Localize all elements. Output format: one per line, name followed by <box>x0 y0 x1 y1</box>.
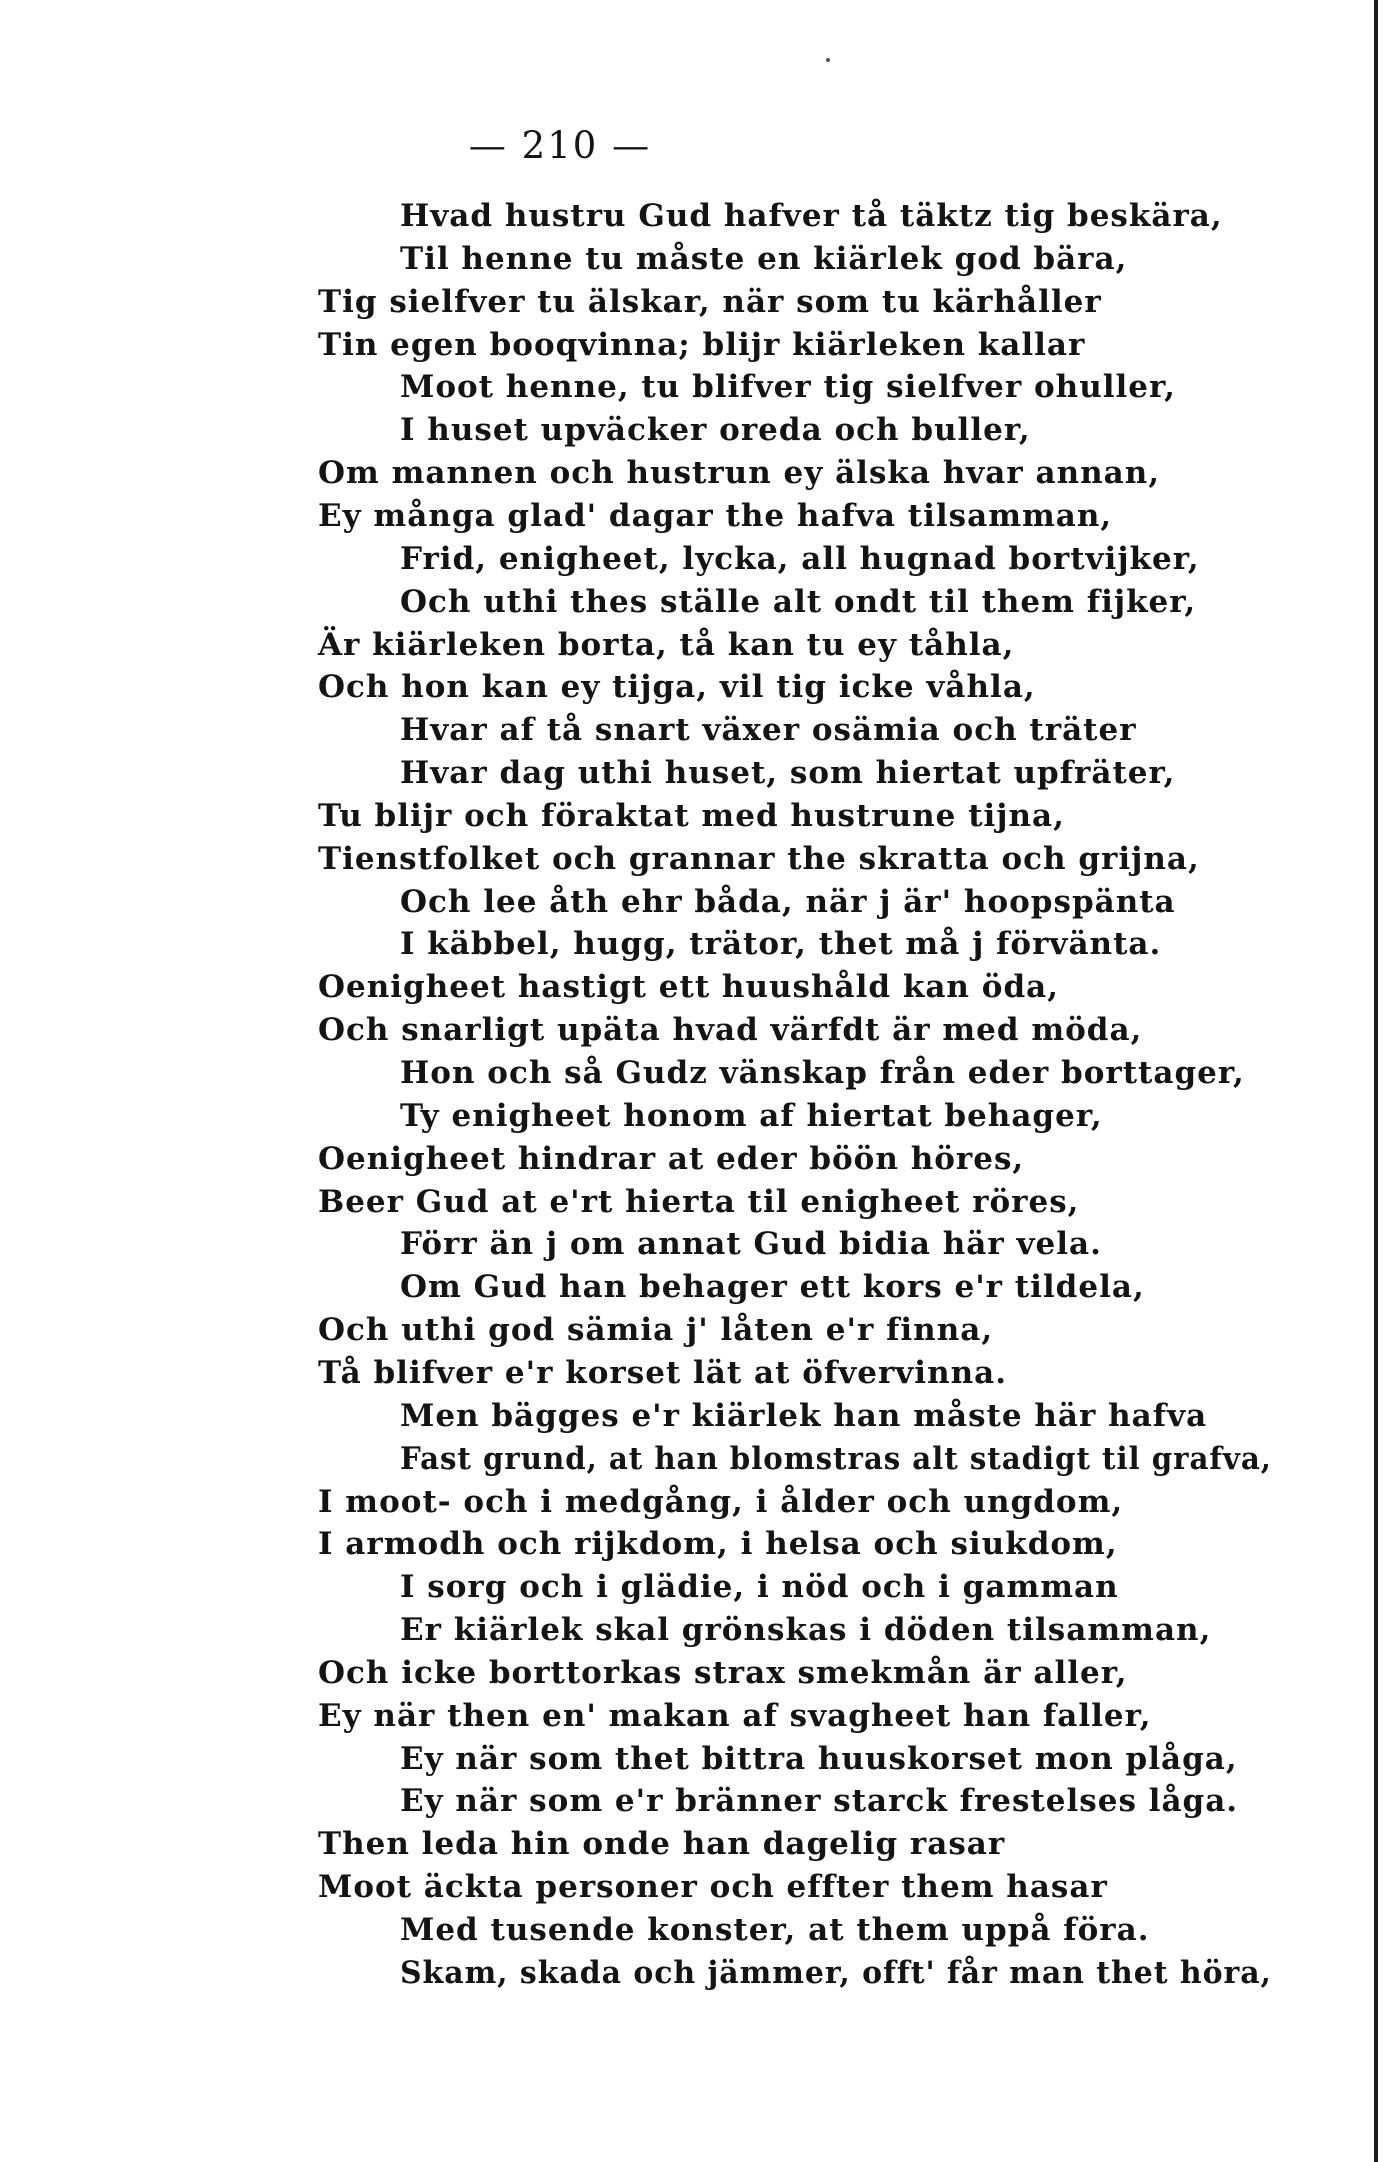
poem-line: Och lee åth ehr båda, när j är' hoopspänta <box>400 883 1176 920</box>
poem-line: Tå blifver e'r korset lät at öfvervinna. <box>318 1354 1008 1391</box>
poem-line: Och hon kan ey tijga, vil tig icke våhla, <box>318 669 1036 706</box>
poem-line: Tig sielfver tu älskar, när som tu kärhåller <box>318 283 1102 320</box>
poem-line: Then leda hin onde han dagelig rasar <box>318 1826 1006 1863</box>
poem-line: Hon och så Gudz vänskap från eder borttager, <box>400 1055 1245 1091</box>
poem-line: Förr än j om annat Gud bidia här vela. <box>400 1226 1102 1263</box>
poem-line: Beer Gud at e'rt hierta til enigheet röres, <box>318 1183 1080 1220</box>
poem-line: Ey när then en' makan af svagheet han faller, <box>318 1697 1152 1734</box>
poem-line: Tin egen booqvinna; blijr kiärleken kallar <box>318 326 1086 363</box>
poem-line: Til henne tu måste en kiärlek god bära, <box>400 240 1128 277</box>
poem-line: I käbbel, hugg, trätor, thet må j förvänta. <box>400 926 1162 963</box>
poem-line: Skam, skada och jämmer, offt' får man thet höra, <box>400 1954 1272 1991</box>
poem-line: Ey många glad' dagar the hafva tilsamman, <box>318 497 1113 534</box>
poem-line: Med tusende konster, at them uppå föra. <box>400 1912 1150 1948</box>
poem-line: Hvar af tå snart växer osämia och träter <box>400 712 1137 749</box>
poem-line: I huset upväcker oreda och buller, <box>400 412 1031 449</box>
poem-line: Hvar dag uthi huset, som hiertat upfräter, <box>400 755 1176 792</box>
poem-line: Om Gud han behager ett kors e'r tildela, <box>400 1269 1145 1306</box>
page-number: — 210 — <box>468 124 652 167</box>
poem-line: Och uthi god sämia j' låten e'r finna, <box>318 1312 994 1349</box>
poem-line: I moot- och i medgång, i ålder och ungdom, <box>318 1483 1124 1520</box>
poem-line: Oenigheet hindrar at eder böön höres, <box>318 1140 1025 1177</box>
poem-line: Tienstfolket och grannar the skratta och grijna, <box>318 840 1200 877</box>
poem-line: Moot äckta personer och effter them hasar <box>318 1869 1108 1906</box>
poem-line: Er kiärlek skal grönskas i döden tilsamman, <box>400 1612 1212 1649</box>
poem-line: I armodh och rijkdom, i helsa och siukdom, <box>318 1526 1118 1563</box>
poem-line: Moot henne, tu blifver tig sielfver ohuller, <box>400 369 1176 406</box>
poem-line: Fast grund, at han blomstras alt stadigt til grafva, <box>400 1440 1272 1477</box>
poem-line: Är kiärleken borta, tå kan tu ey tåhla, <box>318 626 1015 663</box>
poem-line: Men bägges e'r kiärlek han måste här hafva <box>400 1397 1208 1434</box>
poem-line: Ty enigheet honom af hiertat behager, <box>400 1097 1103 1134</box>
poem-line: Om mannen och hustrun ey älska hvar annan, <box>318 455 1161 492</box>
poem-line: Hvad hustru Gud hafver tå täktz tig beskära, <box>400 198 1223 234</box>
poem-line: I sorg och i glädie, i nöd och i gamman <box>400 1569 1119 1606</box>
poem-line: Frid, enigheet, lycka, all hugnad bortvijker, <box>400 540 1200 577</box>
poem-line: Ey när som e'r bränner starck frestelses låga. <box>400 1783 1239 1820</box>
poem-line: Ey när som thet bittra huuskorset mon plåga, <box>400 1740 1238 1777</box>
poem-line: Oenigheet hastigt ett huushåld kan öda, <box>318 969 1059 1006</box>
poem-line: Och uthi thes ställe alt ondt til them fijker, <box>400 583 1197 620</box>
poem-line: Tu blijr och föraktat med hustrune tijna, <box>318 797 1065 834</box>
poem-line: Och icke borttorkas strax smekmån är aller, <box>318 1654 1128 1691</box>
poem-line: Och snarligt upäta hvad värfdt är med möda, <box>318 1012 1143 1049</box>
